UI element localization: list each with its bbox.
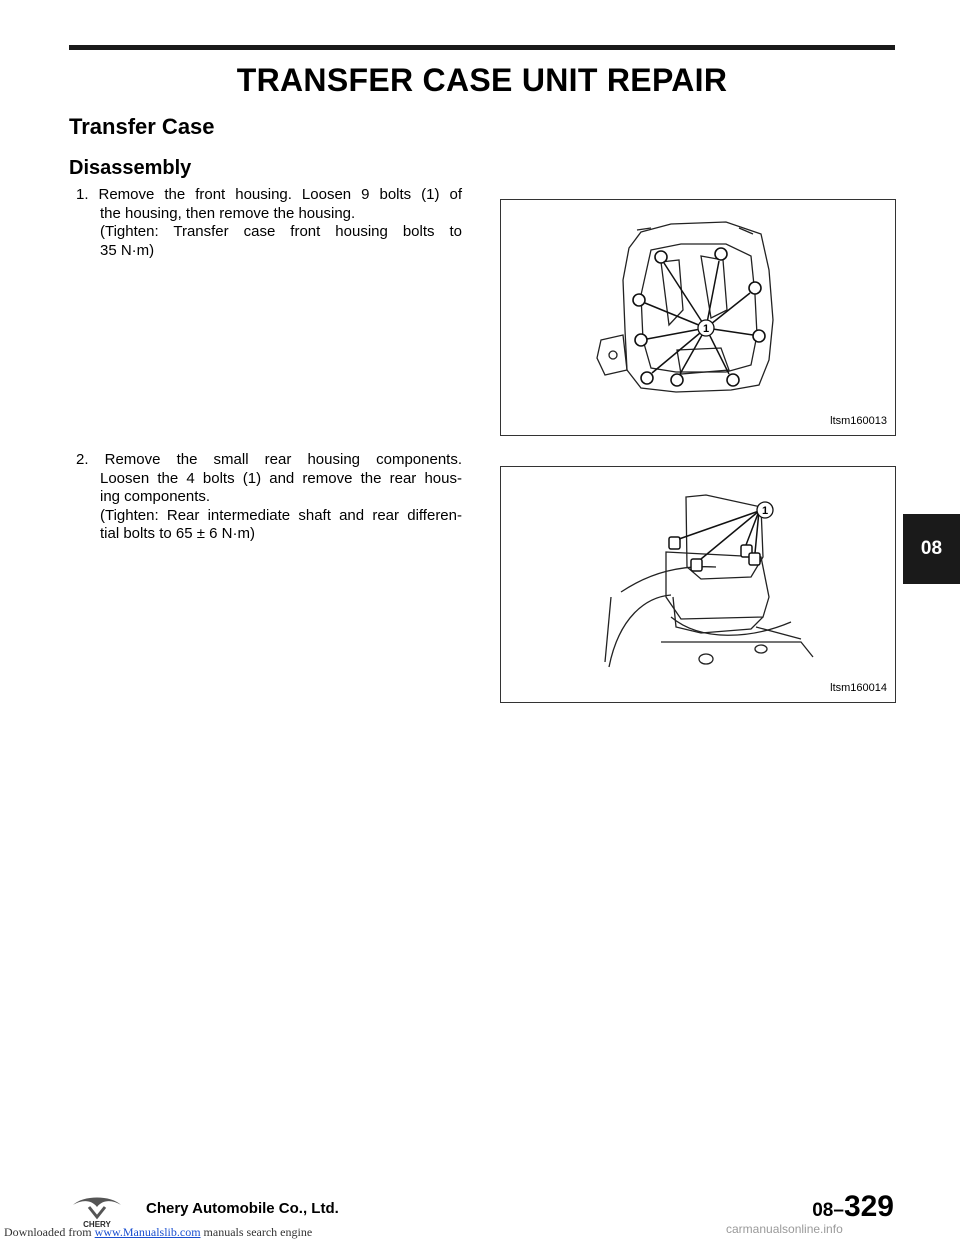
step-1-line: 1. Remove the front housing. Loosen 9 bolts (1) of xyxy=(76,186,462,203)
figure-id: ltsm160013 xyxy=(830,415,887,427)
step-2-line: ing components. xyxy=(100,488,211,505)
download-note-prefix: Downloaded from xyxy=(4,1225,92,1239)
callout-label: 1 xyxy=(761,505,769,517)
logo-text: CHERY xyxy=(83,1220,111,1229)
figure-front-housing xyxy=(500,199,896,436)
callout-label: 1 xyxy=(702,323,710,335)
header-rule xyxy=(69,45,895,50)
chapter-tab[interactable]: 08 xyxy=(903,514,960,584)
watermark: carmanualsonline.info xyxy=(726,1222,843,1236)
step-1-line: (Tighten: Transfer case front housing bolts to xyxy=(100,223,462,240)
step-1-line: the housing, then remove the housing. xyxy=(100,204,356,222)
step-1-line: 35 N·m) xyxy=(100,241,155,259)
page-title: TRANSFER CASE UNIT REPAIR xyxy=(236,62,728,98)
page-number-value: 329 xyxy=(843,1190,894,1223)
step-1 xyxy=(76,186,462,260)
step-2-line: (Tighten: Rear intermediate shaft and rear differen- xyxy=(100,506,462,524)
figure-rear-housing xyxy=(500,466,896,703)
step-2 xyxy=(76,451,462,544)
manualslib-link[interactable]: www.Manualslib.com xyxy=(94,1225,201,1239)
rear-housing-illustration xyxy=(501,467,895,702)
download-note xyxy=(4,1225,312,1240)
subsection-title: Disassembly xyxy=(69,157,192,179)
step-2-line: Loosen the 4 bolts (1) and remove the rear hous- xyxy=(100,469,462,487)
chery-logo-icon xyxy=(69,1193,125,1229)
front-housing-illustration xyxy=(501,200,895,435)
page-number xyxy=(812,1190,894,1224)
download-note-suffix: manuals search engine xyxy=(203,1225,313,1239)
step-2-line: 2. Remove the small rear housing components. xyxy=(76,451,462,468)
page-prefix: 08– xyxy=(812,1200,844,1221)
step-2-line: tial bolts to 65 ± 6 N·m) xyxy=(100,525,255,542)
company-name: Chery Automobile Co., Ltd. xyxy=(146,1200,339,1217)
section-title: Transfer Case xyxy=(69,114,215,139)
figure-id: ltsm160014 xyxy=(830,682,887,694)
